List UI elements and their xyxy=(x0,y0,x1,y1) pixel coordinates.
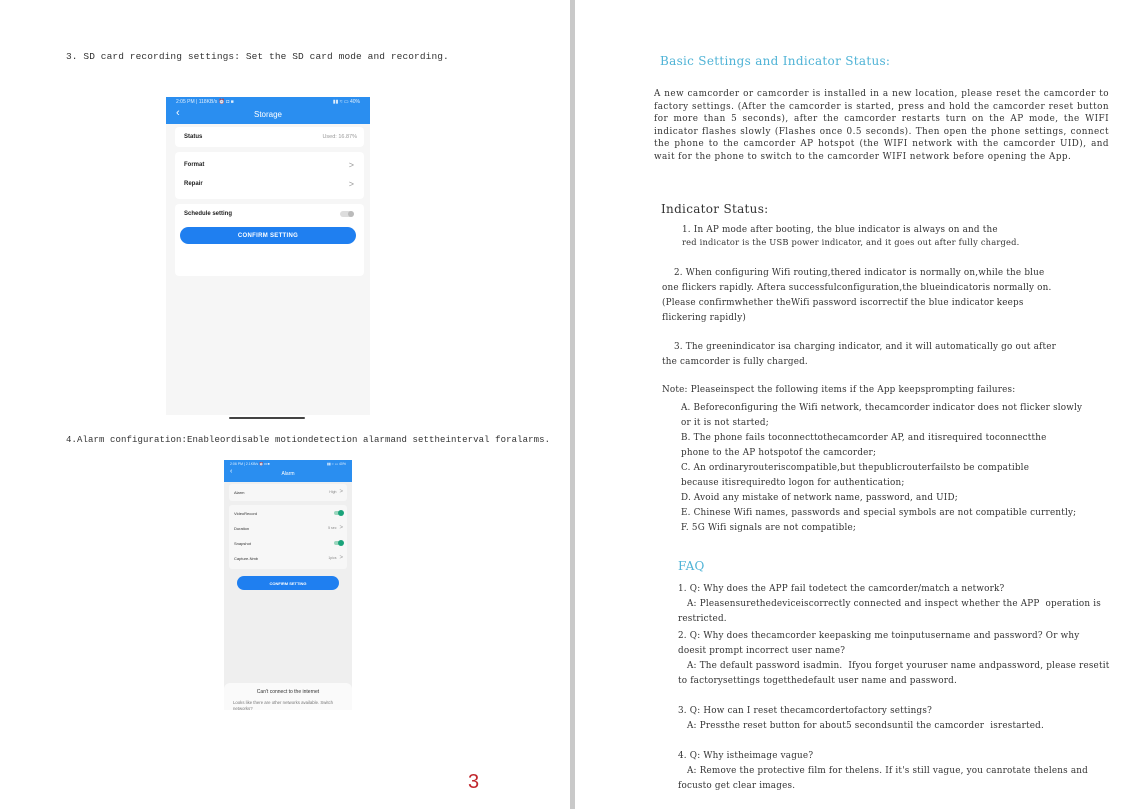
chevron-right-icon: > xyxy=(339,555,343,561)
faq-line: 1. Q: Why does the APP fail todetect the camcorder/match a network? xyxy=(678,584,1005,594)
faq-line: A: The default password isadmin. Ifyou forget youruser name andpassword, please resetit xyxy=(678,661,1110,671)
faq-line: restricted. xyxy=(678,614,727,624)
indicator-item-3-line-1: 3. The greenindicator isa charging indicator, and it will automatically go out after xyxy=(662,342,1057,352)
schedule-toggle xyxy=(340,211,354,217)
format-row xyxy=(184,158,354,172)
sheet-title: Can't connect to the internet xyxy=(256,689,320,695)
basic-settings-paragraph: A new camcorder or camcorder is installed in a new location, please reset the camcorder to factory settings. (After the camcorder is started, press and hold the camcorder reset button for more than 5 seconds), after the camcorder restarts turn on the AP mode, the WIFI indicator flashes slowly (Flashes once 0.5 seconds). Then open the phone settings, connect the phone to the camcorder AP hotspot (the WIFI network with the camcorder UID), and wait for the phone to switch to the camcorder WIFI network before opening the App. xyxy=(654,89,1109,162)
faq-line: 4. Q: Why istheimage vague? xyxy=(678,751,814,761)
home-indicator xyxy=(229,417,305,419)
duration-label: Duration xyxy=(234,525,250,531)
page-number: 3 xyxy=(468,771,480,793)
network-sheet xyxy=(224,683,352,710)
alarm-label: Alarm xyxy=(234,489,245,495)
status-label: Status xyxy=(184,134,203,140)
confirm-setting-button: CONFIRM SETTING xyxy=(237,576,339,590)
section4-caption: 4.Alarm configuration:Enableordisable motiondetection alarmand settheinterval foralarms. xyxy=(66,435,551,445)
faq-line: A: Remove the protective film for thelens. If it's still vague, you canrotate thelens and xyxy=(678,766,1088,776)
storage-header xyxy=(166,97,370,124)
indicator-item-2-line-1: 2. When configuring Wifi routing,thered indicator is normally on,while the blue xyxy=(662,268,1045,278)
snapshot-toggle xyxy=(334,541,343,545)
indicator-item-3-line-2: the camcorder is fully charged. xyxy=(662,357,808,367)
faq-line: 3. Q: How can I reset thecamcordertofactory settings? xyxy=(678,706,933,716)
status-bar-left: 2:05 PM | 118KB/s ⏰ ◘ ■ xyxy=(176,99,234,105)
snapshot-label: Snapshot xyxy=(234,540,251,546)
faq-line: doesit prompt incorrect user name? xyxy=(678,646,846,656)
note-line: C. An ordinaryrouteriscompatible,but thepublicrouterfailsto be compatible xyxy=(681,463,1030,473)
indicator-item-2-line-2: one flickers rapidly. Aftera successfulconfiguration,the blueindicatoris normally on. xyxy=(662,283,1052,293)
note-line: B. The phone fails toconnecttothecamcorder AP, and itisrequired toconnectthe xyxy=(681,433,1047,443)
alarm-screenshot xyxy=(224,460,352,710)
storage-screenshot xyxy=(166,97,370,415)
note-line: E. Chinese Wifi names, passwords and special symbols are not compatible currently; xyxy=(681,508,1077,518)
status-value: Used: 16.87% xyxy=(322,134,357,140)
indicator-item-2-line-3: (Please confirmwhether theWifi password iscorrectif the blue indicator keeps xyxy=(662,298,1024,308)
alarm-row xyxy=(234,487,343,497)
note-line: A. Beforeconfiguring the Wifi network, thecamcorder indicator does not flicker slowly xyxy=(681,403,1083,413)
section3-caption: 3. SD card recording settings: Set the SD card mode and recording. xyxy=(66,51,449,62)
note-line: or it is not started; xyxy=(681,418,769,428)
chevron-right-icon: > xyxy=(348,160,354,170)
note-line: because itisrequiredto logon for authentication; xyxy=(681,478,905,488)
snapshot-row xyxy=(234,538,343,548)
alarm-body xyxy=(224,482,352,710)
note-line: F. 5G Wifi signals are not compatible; xyxy=(681,523,857,533)
duration-row xyxy=(234,523,343,533)
status-bar-left: 2:06 PM | 2.1KB/s ⏰ ◘ ■ xyxy=(230,462,270,466)
indicator-item-1-line-2: red indicator is the USB power indicator, and it goes out after fully charged. xyxy=(682,237,1020,247)
faq-line: focusto get clear images. xyxy=(678,781,796,791)
schedule-label: Schedule setting xyxy=(184,211,233,217)
status-row xyxy=(184,130,357,144)
chevron-right-icon: > xyxy=(339,489,343,495)
chevron-right-icon: > xyxy=(348,179,354,189)
indicator-status-heading: Indicator Status: xyxy=(661,202,769,216)
note-line: phone to the AP hotspotof the camcorder; xyxy=(681,448,877,458)
status-bar-right: ▮▮ ≈ ▭ 40% xyxy=(326,462,346,466)
sheet-text: Looks like there are other networks available. Switch networks? xyxy=(233,700,334,710)
faq-line: to factorysettings togetthedefault user name and password. xyxy=(678,676,957,686)
basic-settings-heading: Basic Settings and Indicator Status: xyxy=(660,54,891,68)
alarm-value: High xyxy=(329,490,337,494)
capture-label: Capture-Nmb xyxy=(234,555,259,561)
repair-label: Repair xyxy=(184,181,203,187)
indicator-item-1-line-1: 1. In AP mode after booting, the blue indicator is always on and the xyxy=(682,225,998,235)
back-icon: ‹ xyxy=(176,107,180,119)
storage-body xyxy=(166,124,370,415)
storage-title: Storage xyxy=(253,110,283,119)
note-heading: Note: Pleaseinspect the following items if the App keepsprompting failures: xyxy=(662,385,1016,395)
faq-line: 2. Q: Why does thecamcorder keepasking me toinputusername and password? Or why xyxy=(678,631,1080,641)
confirm-setting-button: CONFIRM SETTING xyxy=(180,227,356,244)
video-record-label: VideoRecord xyxy=(234,510,258,516)
faq-line: A: Pleasensurethedeviceiscorrectly connected and inspect whether the APP operation is xyxy=(678,599,1101,609)
alarm-header xyxy=(224,460,352,482)
duration-value: 5 sec xyxy=(328,526,337,530)
video-record-row xyxy=(234,508,343,518)
faq-line: A: Pressthe reset button for about5 secondsuntil the camcorder isrestarted. xyxy=(678,721,1045,731)
capture-value: 1pics xyxy=(328,556,337,560)
note-line: D. Avoid any mistake of network name, password, and UID; xyxy=(681,493,958,503)
faq-heading: FAQ xyxy=(678,559,705,573)
capture-row xyxy=(234,553,343,563)
right-page xyxy=(575,0,1139,809)
back-icon: ‹ xyxy=(230,468,233,475)
status-bar-right: ▮▮ ≈ ▭ 40% xyxy=(332,99,360,105)
schedule-row xyxy=(184,207,354,221)
repair-row xyxy=(184,177,354,191)
alarm-title: Alarm xyxy=(281,471,295,477)
chevron-right-icon: > xyxy=(339,525,343,531)
indicator-item-2-line-4: flickering rapidly) xyxy=(662,313,746,323)
format-label: Format xyxy=(184,162,205,168)
video-record-toggle xyxy=(334,511,343,515)
